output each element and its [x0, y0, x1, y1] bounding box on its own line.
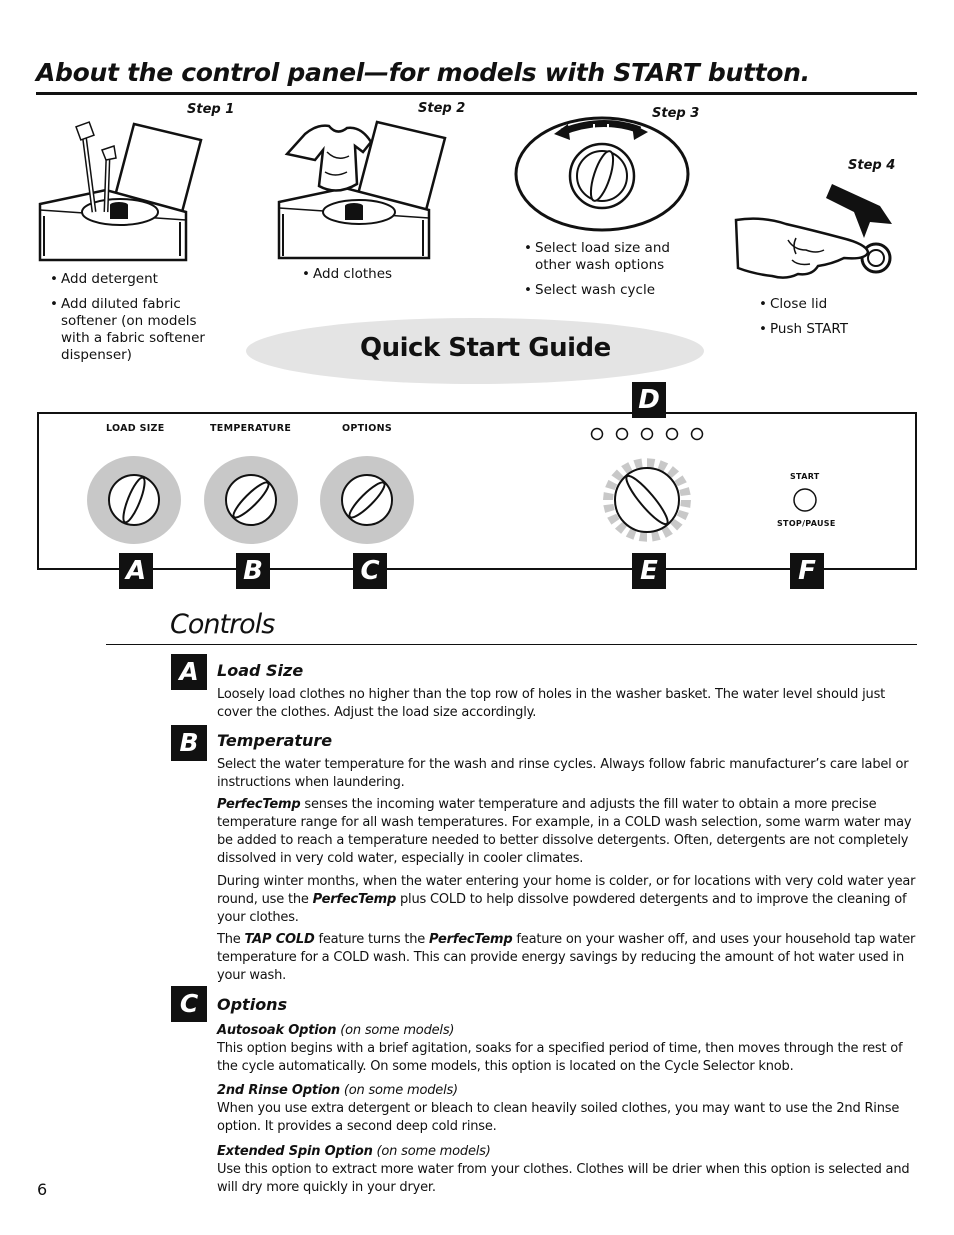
load-size-label: LOAD SIZE [106, 423, 165, 434]
add-detergent-illustration [36, 112, 236, 262]
second-rinse-text: 2nd Rinse Option (on some models) When you use extra detergent or bleach to clean heavily soiled clothes, you may want to use the 2nd Rinse option. It provides a second deep cold rinse. [217, 1083, 900, 1134]
label-f: F [790, 553, 824, 589]
dial-ray [675, 475, 687, 486]
temperature-knob [203, 455, 299, 545]
load-size-heading: Load Size [217, 661, 304, 680]
step-4-label: Step 4 [848, 158, 896, 173]
select-cycle-dial-illustration [512, 112, 692, 232]
list-item: • Add clothes [302, 266, 462, 283]
step-1-label: Step 1 [187, 102, 235, 117]
perfectemp-text: PerfecTemp senses the incoming water temperature and adjusts the fill water to obtain a more precise temperature range for all wash temperatures. For example, in a COLD wash selection, some warm water may be added to reach a temperature needed to better dissolve detergents. Often, detergents are not completely dissolved in very cold water, especially in cooler climates. [217, 797, 912, 866]
options-heading: Options [217, 995, 288, 1014]
section-a-badge: A [171, 654, 207, 690]
list-item: • Add detergent [50, 271, 220, 288]
step-3-label: Step 3 [652, 106, 700, 121]
dial-ray [607, 514, 619, 525]
label-e: E [632, 553, 666, 589]
load-size-text: Loosely load clothes no higher than the top row of holes in the washer basket. The water level should just cover the clothes. Adjust the load size accordingly. [217, 687, 886, 720]
step-4-bullets [759, 296, 889, 346]
tap-cold-text: The TAP COLD feature turns the PerfecTemp feature on your washer off, and uses your household tap water temperature for a COLD wash. This can provide energy savings by reducing the amount of hot water used in your wash. [217, 932, 916, 983]
temperature-label: TEMPERATURE [210, 423, 292, 434]
page-number: 6 [37, 1180, 48, 1199]
list-item: • Add diluted fabric softener (on models with a fabric softener dispenser) [50, 296, 220, 364]
indicator-lights [588, 425, 708, 443]
options-label: OPTIONS [342, 423, 393, 434]
list-item: • Close lid [759, 296, 889, 313]
list-item: • Push START [759, 321, 889, 338]
step-1-bullets [50, 271, 220, 372]
section-b-badge: B [171, 725, 207, 761]
label-c: C [353, 553, 387, 589]
step-2-label: Step 2 [418, 101, 466, 116]
label-b: B [236, 553, 270, 589]
stop-pause-label: STOP/PAUSE [777, 519, 836, 528]
start-label: START [790, 472, 820, 481]
push-start-illustration [732, 180, 897, 290]
list-item: • Select load size and other wash options [524, 240, 684, 274]
temperature-text: Select the water temperature for the wash and rinse cycles. Always follow fabric manufacturer’s care label or instructions when laundering. [217, 757, 909, 790]
dial-ray [639, 532, 647, 542]
dial-ray [647, 458, 655, 468]
quick-start-title: Quick Start Guide [360, 333, 611, 363]
cycle-selector-knob [591, 455, 703, 545]
title-rule [36, 92, 917, 95]
step-2-bullets [302, 266, 462, 291]
add-clothes-illustration [275, 112, 475, 262]
dial-ray [680, 500, 691, 508]
page-title: About the control panel—for models with START button. [36, 58, 810, 87]
temperature-heading: Temperature [217, 731, 333, 750]
start-button [792, 487, 818, 513]
extended-spin-text: Extended Spin Option (on some models) Use this option to extract more water from your clothes. Clothes will be drier when this option is selected and will dry more quickly in your dryer. [217, 1144, 910, 1195]
list-item: • Select wash cycle [524, 282, 684, 299]
dial-ray [605, 480, 617, 490]
label-a: A [119, 553, 153, 589]
winter-text: During winter months, when the water entering your home is colder, or for locations with very cold water year round, use the PerfecTemp plus COLD to help dissolve powdered detergents and to improve the cleaning of your clothes. [217, 874, 916, 925]
dial-ray [679, 487, 690, 496]
dial-ray [603, 504, 614, 513]
label-d: D [632, 382, 666, 418]
section-c-badge: C [171, 986, 207, 1022]
autosoak-text: Autosoak Option (on some models) This option begins with a brief agitation, soaks for a specified period of time, then moves through the rest of the cycle automatically. On some models, this option is located on the Cycle Selector knob. [217, 1023, 903, 1074]
step-3-bullets [524, 240, 684, 307]
options-knob [319, 455, 415, 545]
load-size-knob [86, 455, 182, 545]
controls-rule [106, 644, 917, 645]
dial-ray [677, 510, 689, 520]
controls-title: Controls [170, 609, 275, 640]
dial-ray [603, 492, 614, 500]
